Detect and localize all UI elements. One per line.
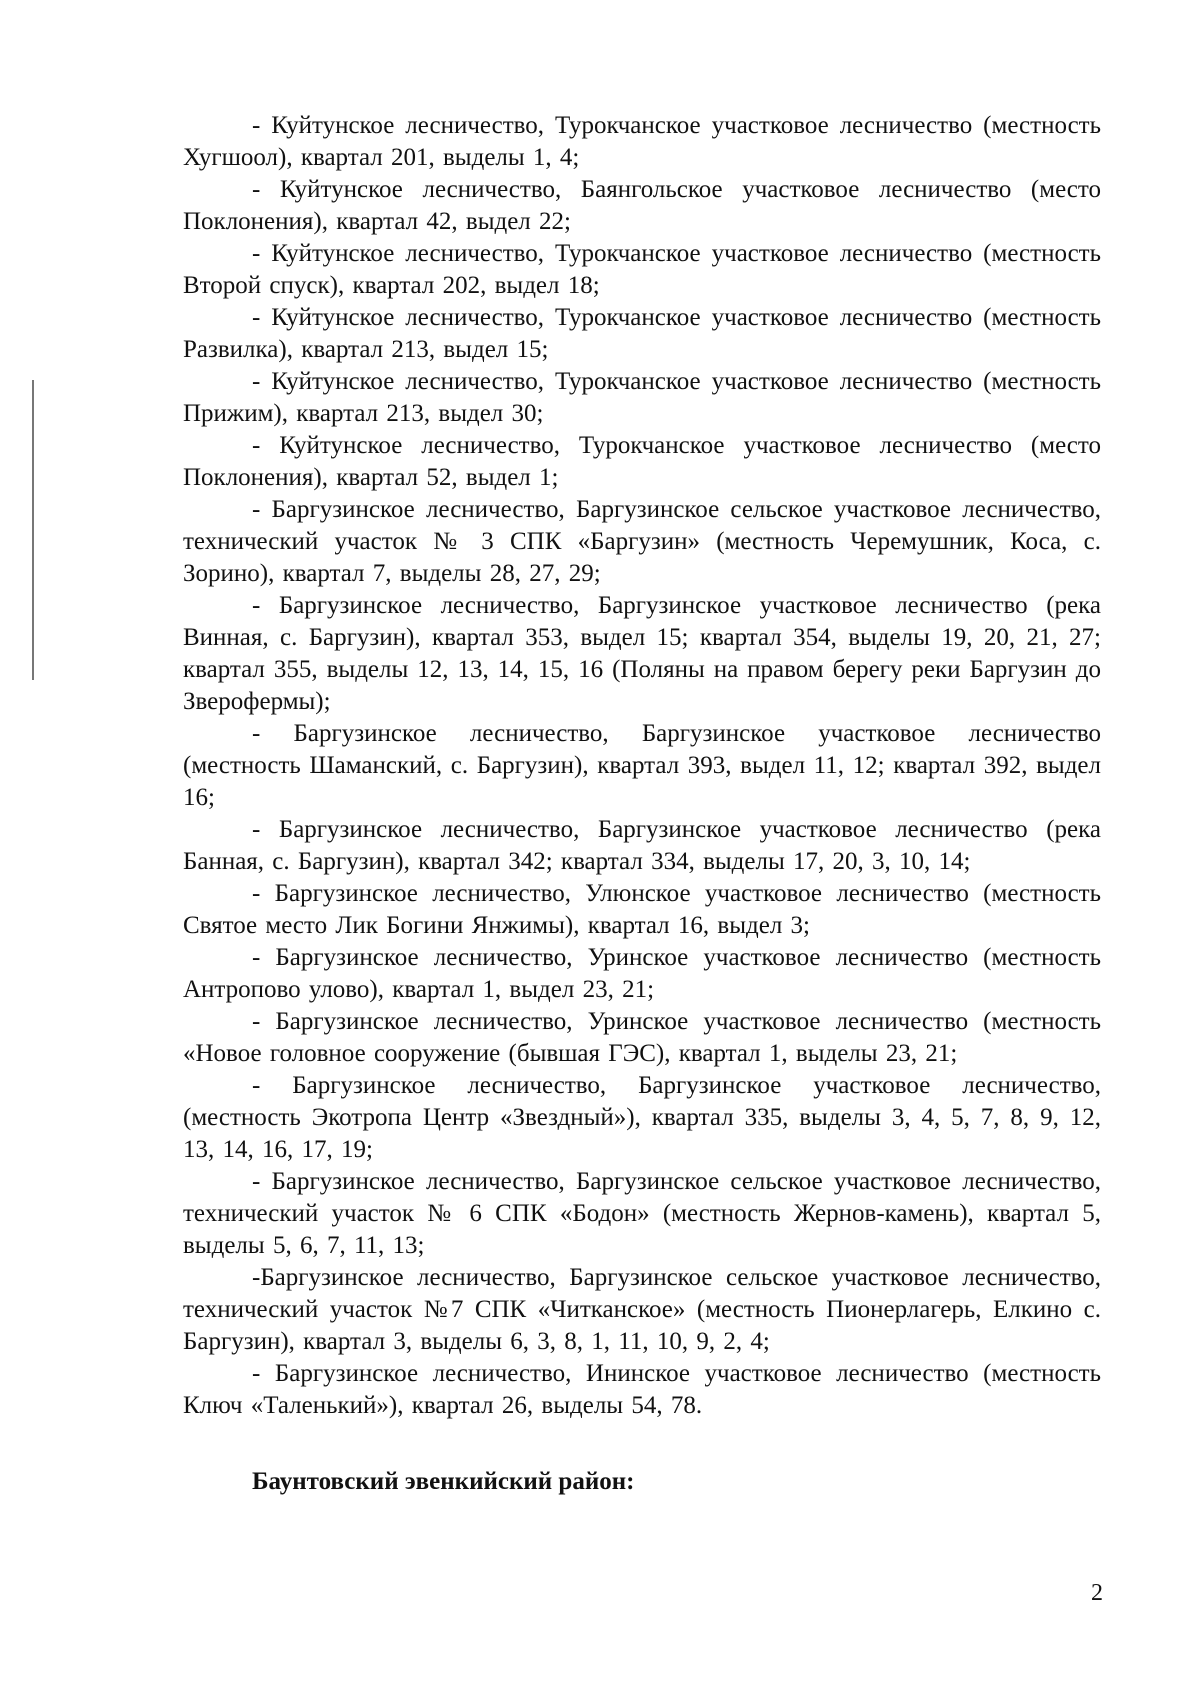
list-item: - Куйтунское лесничество, Турокчанское участковое лесничество (местность Развилка), квартал 213, выдел 15; (183, 304, 1101, 363)
scan-margin-mark (32, 380, 34, 680)
list-item: - Куйтунское лесничество, Турокчанское участковое лесничество (место Поклонения), квартал 52, выдел 1; (183, 432, 1101, 491)
page-number: 2 (1091, 1580, 1103, 1606)
list-item: - Куйтунское лесничество, Турокчанское участковое лесничество (местность Хугшоол), квартал 201, выделы 1, 4; (183, 112, 1101, 171)
list-item: - Баргузинское лесничество, Баргузинское участковое лесничество, (местность Экотропа Центр «Звездный»), квартал 335, выделы 3, 4, 5, 7, 8, 9, 12, 13, 14, 16, 17, 19; (183, 1072, 1101, 1163)
list-item: - Баргузинское лесничество, Ининское участковое лесничество (местность Ключ «Таленький»), квартал 26, выделы 54, 78. (183, 1360, 1101, 1419)
list-item: - Баргузинское лесничество, Уринское участковое лесничество (местность Антропово улово), квартал 1, выдел 23, 21; (183, 944, 1101, 1003)
list-item: - Баргузинское лесничество, Баргузинское участковое лесничество (местность Шаманский, с. Баргузин), квартал 393, выдел 11, 12; квартал 392, выдел 16; (183, 720, 1101, 811)
list-item: - Куйтунское лесничество, Турокчанское участковое лесничество (местность Прижим), квартал 213, выдел 30; (183, 368, 1101, 427)
list-item: - Баргузинское лесничество, Уринское участковое лесничество (местность «Новое головное сооружение (бывшая ГЭС), квартал 1, выделы 23, 21; (183, 1008, 1101, 1067)
list-item: - Баргузинское лесничество, Баргузинское сельское участковое лесничество, технический участок № 6 СПК «Бодон» (местность Жернов-камень), квартал 5, выделы 5, 6, 7, 11, 13; (183, 1168, 1101, 1259)
list-item: - Баргузинское лесничество, Баргузинское участковое лесничество (река Банная, с. Баргузин), квартал 342; квартал 334, выделы 17, 20, 3, 10, 14; (183, 816, 1101, 875)
list-item: - Баргузинское лесничество, Баргузинское участковое лесничество (река Винная, с. Баргузин), квартал 353, выдел 15; квартал 354, выделы 19, 20, 21, 27; квартал 355, выделы 12, 13, 14, 15, 16 (Поляны на правом берегу реки Баргузин до Зверофермы); (183, 592, 1101, 715)
list-item: -Баргузинское лесничество, Баргузинское сельское участковое лесничество, технический участок №7 СПК «Читканское» (местность Пионерлагерь, Елкино с. Баргузин), квартал 3, выделы 6, 3, 8, 1, 11, 10, 9, 2, 4; (183, 1264, 1101, 1355)
list-item: - Куйтунское лесничество, Баянгольское участковое лесничество (место Поклонения), квартал 42, выдел 22; (183, 176, 1101, 235)
list-item: - Куйтунское лесничество, Турокчанское участковое лесничество (местность Второй спуск), квартал 202, выдел 18; (183, 240, 1101, 299)
document-body (183, 110, 1101, 1498)
list-item: - Баргузинское лесничество, Улюнское участковое лесничество (местность Святое место Лик Богини Янжимы), квартал 16, выдел 3; (183, 880, 1101, 939)
list-item: - Баргузинское лесничество, Баргузинское сельское участковое лесничество, технический участок № 3 СПК «Баргузин» (местность Черемушник, Коса, с. Зорино), квартал 7, выделы 28, 27, 29; (183, 496, 1101, 587)
section-heading: Баунтовский эвенкийский район: (252, 1468, 635, 1495)
